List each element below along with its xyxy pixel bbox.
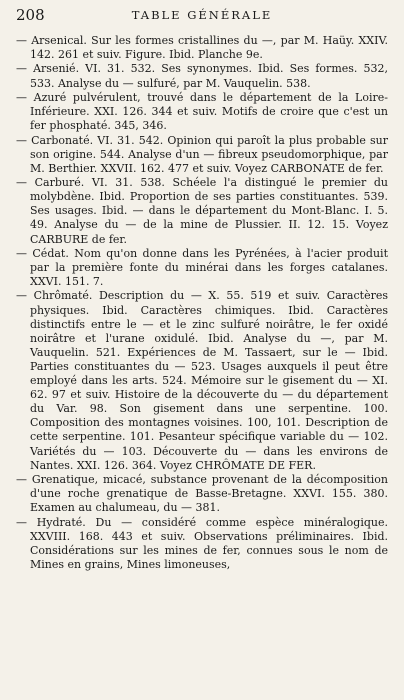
index-entry-carbonate: — Carbonaté. VI. 31. 542. Opinion qui paroît la plus probable sur son origine. 544. Analyse d'un — fibreux pseudomorphique, par M. Berthier. XXVII. 162. 477 et suiv. Voyez CARBONATE de fer.	[16, 133, 388, 175]
running-title: TABLE GÉNÉRALE	[131, 8, 273, 22]
index-entry-cedat: — Cédat. Nom qu'on donne dans les Pyrénées, à l'acier produit par la première fonte du minérai dans les forges catalanes. XXVI. 151. 7.	[16, 246, 388, 289]
index-entry-arsenie: — Arsenié. VI. 31. 532. Ses synonymes. Ibid. Ses formes. 532, 533. Analyse du — sulfuré, par M. Vauquelin. 538.	[16, 62, 388, 90]
index-entry-chromate: — Chrômaté. Description du — X. 55. 519 et suiv. Caractères physiques. Ibid. Caractères chimiques. Ibid. Caractères distinctifs entre le — et le zinc sulfuré noirâtre, le fer oxidé noirâtre et l'urane oxidulé. Ibid. Analyse du —, par M. Vauquelin. 521. Expériences de M. Tassaert, sur le — Ibid. Parties constituantes du — 523. Usages auxquels il peut être employé dans les arts. 524. Mémoire sur le gisement du — XI. 62. 97 et suiv. Histoire de la découverte du — du département du Var. 98. Son gisement dans une serpentine. 100. Composition des montagnes voisines. 100, 101. Description de cette serpentine. 101. Pesanteur spécifique variable du — 102. Variétés du — 103. Découverte du — dans les environs de Nantes. XXI. 126. 364. Voyez CHRÔMATE DE FER.	[16, 289, 388, 472]
page-header	[16, 6, 388, 26]
index-entry-carbure: — Carburé. VI. 31. 538. Schéele l'a distingué le premier du molybdène. Ibid. Proportion de ses parties constituantes. 539. Ses usages. Ibid. — dans le département du Mont-Blanc. I. 5. 49. Analyse du — de la mine de Plussier. II. 12. 15. Voyez CARBURE de fer.	[16, 176, 388, 246]
index-entries	[16, 34, 388, 572]
index-entry-hydrate: — Hydraté. Du — considéré comme espèce minéralogique. XXVIII. 168. 443 et suiv. Observations préliminaires. Ibid. Considérations sur les mines de fer, connues sous le nom de Mines en grains, Mines limoneuses,	[16, 515, 388, 571]
index-entry-arsenical: — Arsenical. Sur les formes cristallines du —, par M. Haüy. XXIV. 142. 261 et suiv. Figure. Ibid. Planche 9e.	[16, 34, 388, 62]
page-number: 208	[16, 6, 45, 24]
index-entry-grenatique: — Grenatique, micacé, substance provenant de la décomposition d'une roche grenatique de Basse-Bretagne. XXVI. 155. 380. Examen au chalumeau, du — 381.	[16, 472, 388, 515]
index-entry-azure: — Azuré pulvérulent, trouvé dans le département de la Loire-Inférieure. XXI. 126. 344 et suiv. Motifs de croire que c'est un fer phosphaté. 345, 346.	[16, 90, 388, 133]
